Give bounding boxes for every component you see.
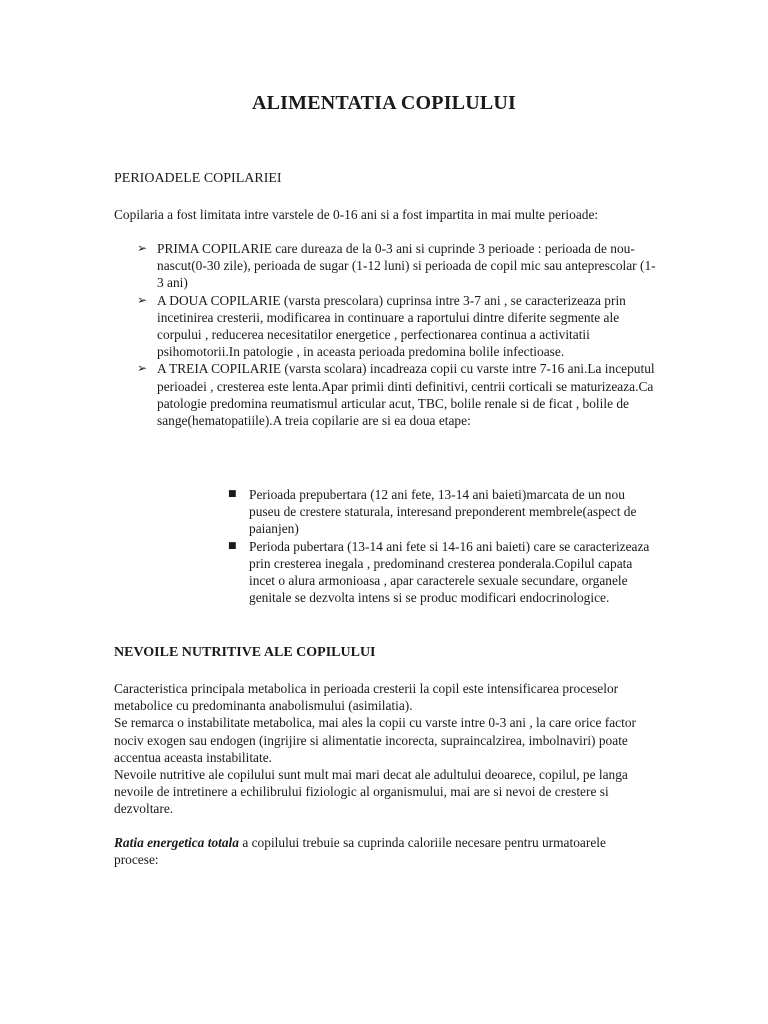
- ratia-emphasis: Ratia energetica totala: [114, 835, 239, 850]
- ratia-paragraph: [114, 834, 634, 868]
- bullet-text: A DOUA COPILARIE (varsta prescolara) cuprinsa intre 3-7 ani , se caracterizeaza prin incetinirea cresterii, modificarea in continuare a raportului dintre diferite segmente ale corpului , reducerea necesitatilor energetice , perfectionarea continua a activitatii psihomotorii.In patologie , in aceasta perioada predomina bolile infectioase.: [157, 292, 626, 360]
- period-bullet-list: [114, 240, 662, 429]
- arrow-bullet-icon: ➢: [137, 241, 148, 255]
- arrow-bullet-icon: ➢: [137, 361, 148, 376]
- stage-bullet-list: [228, 486, 658, 606]
- nutrition-paragraph: Caracteristica principala metabolica in perioada cresterii la copil este intensificarea proceselor metabolice cu predominanta anabolismului (asimilatia). Se remarca o instabilitate metabolica, mai ales la copii cu varste intre 0-3 ani , la care orice factor nociv exogen sau endogen (ingrijire si alimentatie incorecta, supraincalzirea, imbolnaviri) poate accentua aceasta instabilitate. Nevoile nutritive ale copilului sunt mult mai mari decat ale adultului deoarece, copilul, pe langa nevoile de intretinere a echilibrului fiziologic al organismului, mai are si nevoi de crestere si dezvoltare.: [114, 681, 636, 817]
- intro-paragraph: Copilaria a fost limitata intre varstele de 0-16 ani si a fost impartita in mai multe perioade:: [114, 207, 599, 222]
- bullet-text: PRIMA COPILARIE care dureaza de la 0-3 ani si cuprinde 3 perioade : perioada de nou-nascut(0-30 zile), perioada de sugar (1-12 luni) si perioada de copil mic sau anteprescolar (1-3 ani): [157, 241, 656, 291]
- ratia-text: a copilului trebuie sa cuprinda caloriile necesare pentru urmatoarele procese:: [114, 835, 606, 868]
- list-item: [114, 360, 662, 429]
- square-bullet-icon: ■: [228, 489, 237, 499]
- bullet-text: Perioda pubertara (13-14 ani fete si 14-16 ani baieti) care se caracterizeaza prin cresterea inegala , predominand cresterea ponderala.Copilul capata incet o alura armonioasa , apar caracterele sexuale secundare, organele genitale se dezvolta intens si se produc modificari endocrinologice.: [249, 538, 650, 606]
- bullet-text: A TREIA COPILARIE (varsta scolara) incadreaza copii cu varste intre 7-16 ani.La inceputul perioadei , cresterea este lenta.Apar primii dinti definitivi, centrii corticali se maturizeaza.Ca patologie predomina reumatismul articular acut, TBC, bolile renale si de ficat , bolile de sange(hematopatiile).A treia copilarie are si ea doua etape:: [157, 361, 655, 429]
- list-item: [228, 538, 658, 607]
- list-item: [228, 486, 658, 538]
- square-bullet-icon: ■: [228, 540, 237, 551]
- list-item: [114, 292, 662, 361]
- bullet-text: Perioada prepubertara (12 ani fete, 13-14 ani baieti)marcata de un nou puseu de crestere staturala, interesand preponderent membrele(aspect de paianjen): [249, 487, 637, 537]
- document-title: ALIMENTATIA COPILULUI: [251, 92, 517, 114]
- section-heading-nevoile: NEVOILE NUTRITIVE ALE COPILULUI: [114, 645, 376, 660]
- arrow-bullet-icon: ➢: [137, 292, 148, 307]
- list-item: [114, 240, 662, 292]
- section-heading-perioadele: PERIOADELE COPILARIEI: [114, 171, 282, 186]
